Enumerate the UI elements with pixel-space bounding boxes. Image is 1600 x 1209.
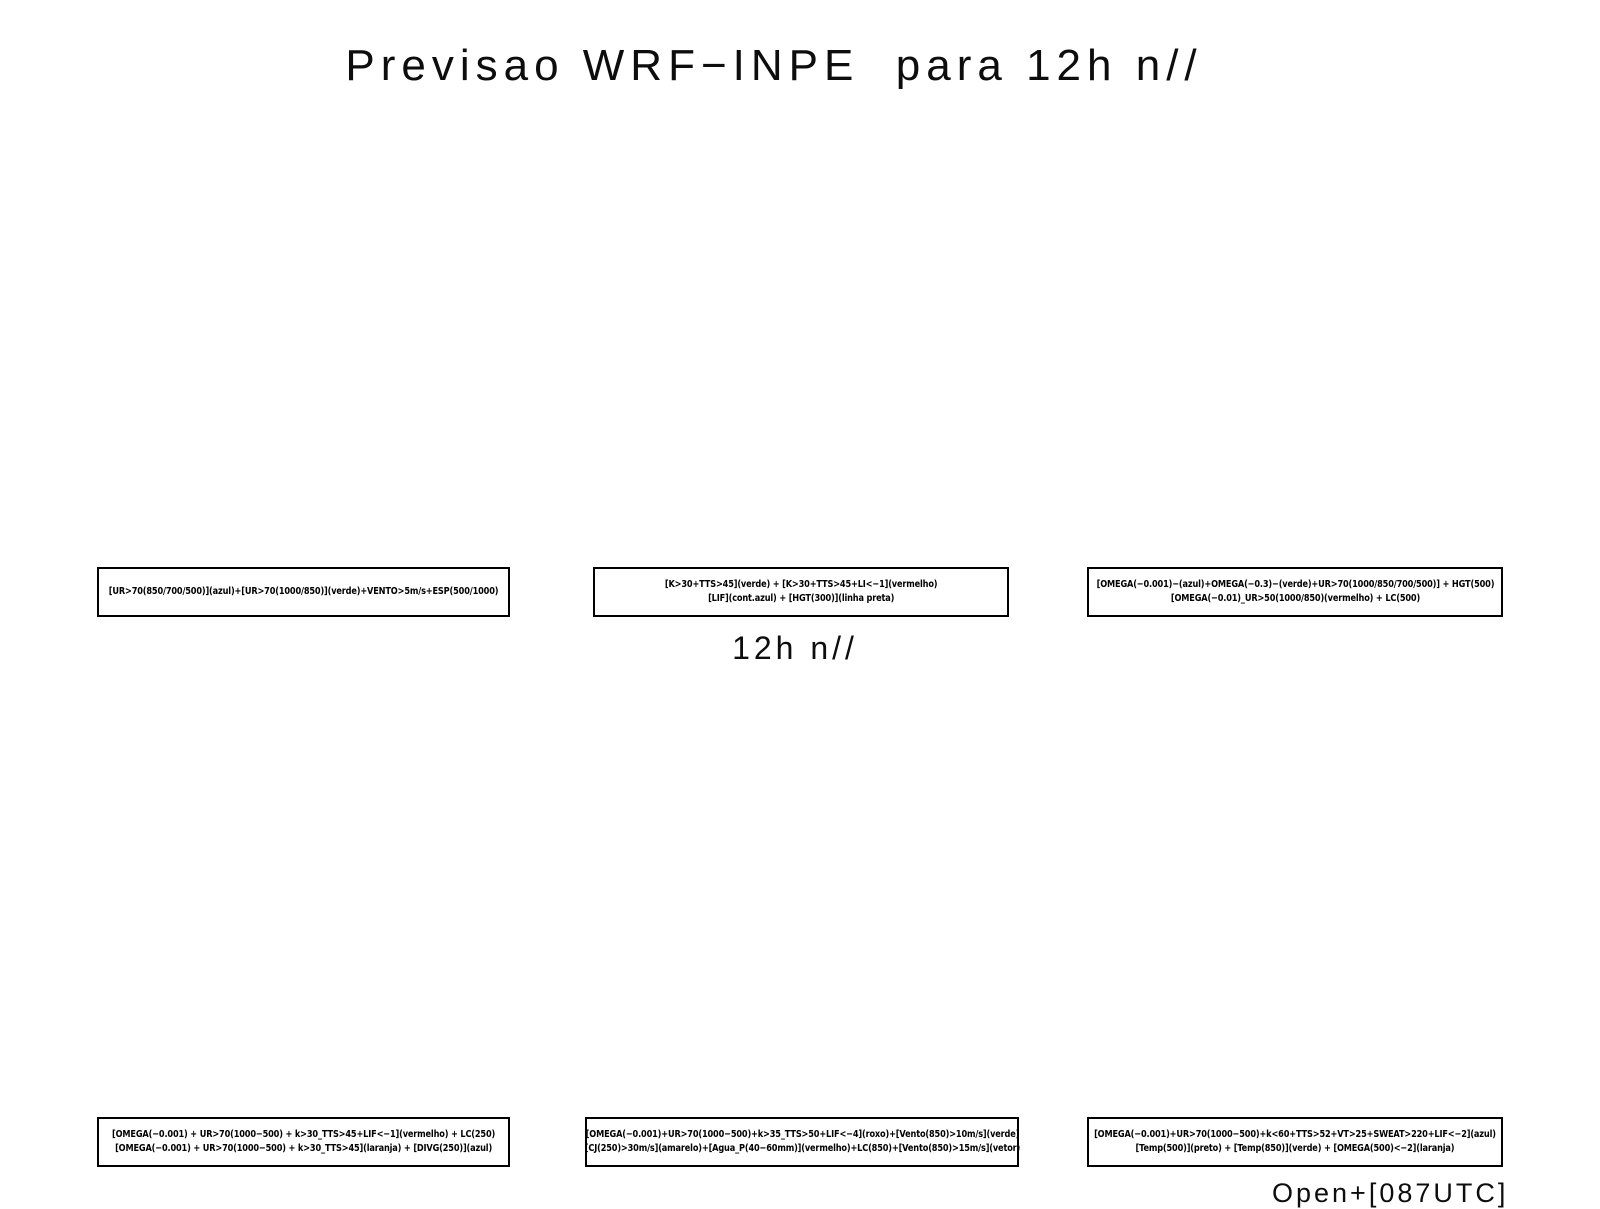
panel-legend-bottom-right xyxy=(1087,1117,1503,1167)
panel-legend-text xyxy=(1094,1128,1496,1156)
panel-legend-top-middle xyxy=(593,567,1009,617)
cycle-label: 12h n// xyxy=(732,630,858,666)
legend-line: [LIF](cont.azul) + [HGT(300)](linha preta) xyxy=(707,593,895,604)
panel-legend-text xyxy=(1096,578,1494,606)
legend-line: [OMEGA(−0.01)_UR>50(1000/850)(vermelho) + LC(500) xyxy=(1170,593,1420,604)
legend-line: [OMEGA(−0.001)+UR>70(1000−500)+k<60+TTS>52+VT>25+SWEAT>220+LIF<−2](azul) xyxy=(1094,1129,1496,1140)
panel-legend-text xyxy=(584,1128,1019,1156)
panel-legend-text xyxy=(109,585,499,599)
panel-legend-top-left xyxy=(97,567,510,617)
panel-legend-bottom-left xyxy=(97,1117,510,1167)
legend-line: [UR>70(850/700/500)](azul)+[UR>70(1000/850)](verde)+VENTO>5m/s+ESP(500/1000) xyxy=(108,586,499,597)
panel-legend-bottom-middle xyxy=(585,1117,1019,1167)
legend-line: [OMEGA(−0.001) + UR>70(1000−500) + k>30_TTS>45+LIF<−1](vermelho) + LC(250) xyxy=(111,1129,496,1140)
legend-line: [K>30+TTS>45](verde) + [K>30+TTS>45+LI<−1](vermelho) xyxy=(664,579,938,590)
legend-line: [CJ(250)>30m/s](amarelo)+[Agua_P(40−60mm)](vermelho)+LC(850)+[Vento(850)>15m/s](vetor) xyxy=(584,1143,1020,1154)
legend-line: [OMEGA(−0.001)+UR>70(1000−500)+k>35_TTS>50+LIF<−4](roxo)+[Vento(850)>10m/s](verde) xyxy=(585,1129,1019,1140)
legend-line: [Temp(500)](preto) + [Temp(850)](verde) + [OMEGA(500)<−2](laranja) xyxy=(1135,1143,1455,1154)
panel-legend-text xyxy=(112,1128,495,1156)
page-title: Previsao WRF−INPE para 12h n// xyxy=(345,41,1203,91)
panel-legend-text xyxy=(665,578,937,606)
legend-line: [OMEGA(−0.001) + UR>70(1000−500) + k>30_TTS>45](laranja) + [DIVG(250)](azul) xyxy=(115,1143,492,1154)
legend-line: [OMEGA(−0.001)−(azul)+OMEGA(−0.3)−(verde)+UR>70(1000/850/700/500)] + HGT(500) xyxy=(1096,579,1494,590)
panel-legend-top-right xyxy=(1087,567,1503,617)
run-time-label: Open+[087UTC] xyxy=(1272,1178,1509,1208)
